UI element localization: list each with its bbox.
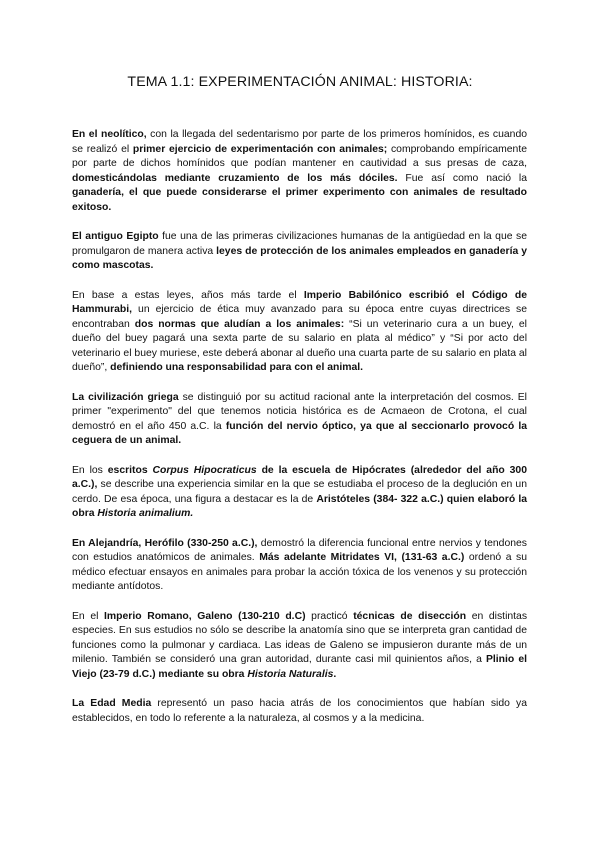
paragraph-neolitico xyxy=(72,128,527,215)
text-run: La Edad Media xyxy=(72,698,152,709)
paragraph-grecia xyxy=(72,391,527,449)
text-run: en distintas especies. En sus estudios no sólo se describe la anatomía sino que se interpreta gran cantidad de funciones como la pulmonar y cardiaca. Las ideas de Galeno se impusieron durante más de un milenio. También se consideró una gran autoridad, durante casi mil quinientos años, a xyxy=(72,610,528,665)
text-run: En base a estas leyes, años más tarde el xyxy=(72,289,304,301)
text-run: “Si un veterinario cura a un buey, el dueño del buey pagará una sexta parte de su salario en plata al médico” y “Si por acto del veterinario el buey muriese, este deberá abonar al dueño una cuarta parte de su salario en plata al dueño”, xyxy=(72,318,527,373)
text-run: ordenó a su médico efectuar ensayos en animales para probar la acción tóxica de los venenos y su protección mediante antídotos. xyxy=(72,552,527,592)
text-run: Historia Naturalis xyxy=(247,668,334,680)
text-run: practicó xyxy=(305,610,354,622)
text-run: La civilización griega xyxy=(72,391,179,403)
text-run: demostró la diferencia funcional entre nervios y tendones con estudios anatómicos de animales. xyxy=(72,537,527,563)
paragraph-hipocrates xyxy=(72,464,527,522)
text-run: Imperio Babilónico escribió el Código de Hammurabi, xyxy=(72,289,527,315)
text-run: escritos xyxy=(107,464,153,476)
text-run: de la escuela de Hipócrates (alrededor del año 300 a.C.), xyxy=(72,464,527,490)
text-run: Corpus Hipocraticus xyxy=(152,464,257,476)
text-run: primer ejercicio de experimentación con animales; xyxy=(132,143,388,155)
text-run: En Alejandría, Herófilo (330-250 a.C.), xyxy=(72,537,258,549)
text-run: con la llegada del sedentarismo por parte de los primeros homínidos, es cuando se realizó el xyxy=(72,129,528,155)
text-run: función del nervio óptico, ya que al seccionarlo provocó la ceguera de un animal. xyxy=(72,420,527,446)
page-title: TEMA 1.1: EXPERIMENTACIÓN ANIMAL: HISTORIA: xyxy=(127,74,473,90)
paragraph-babilonia xyxy=(72,289,527,376)
paragraph-alejandria xyxy=(72,537,527,595)
text-run: En los xyxy=(72,464,108,476)
text-run: técnicas de disección xyxy=(353,610,467,622)
text-run: Más adelante Mitridates VI, (131-63 a.C.) xyxy=(259,552,465,563)
text-run: Plinio el Viejo (23-79 d.C.) mediante su obra xyxy=(72,654,527,680)
paragraph-egipto xyxy=(72,230,527,274)
text-run: dos normas que aludían a los animales: xyxy=(134,318,345,330)
text-run: En el xyxy=(72,610,105,622)
text-run: se describe una experiencia similar en la que se estudiaba el proceso de la deglución en un cerdo. De esa época, una figura a destacar es la de xyxy=(72,479,527,505)
text-run: leyes de protección de los animales empleados en ganadería y como mascotas. xyxy=(72,245,527,271)
text-run: Imperio Romano, Galeno (130-210 d.C) xyxy=(104,610,306,622)
text-run: . xyxy=(333,668,337,680)
text-run: ganadería, el que puede considerarse el primer experimento con animales de resultado exitoso. xyxy=(72,187,527,213)
text-run: se distinguió por su actitud racional ante la interpretación del cosmos. El primer "experimento" del que tenemos noticia histórica es de Acmaeon de Crotona, el cual demostró en el año 450 a.C. la xyxy=(72,391,527,432)
document-body xyxy=(72,128,527,741)
paragraph-edad-media xyxy=(72,697,527,726)
text-run: Historia animalium. xyxy=(97,508,194,519)
text-run: El antiguo Egipto xyxy=(72,231,159,242)
text-run: fue una de las primeras civilizaciones humanas de la antigüedad en la que se promulgaron de manera activa xyxy=(72,231,527,257)
text-run: domesticándolas mediante cruzamiento de los más dóciles. xyxy=(72,172,398,184)
text-run: un ejercicio de ética muy avanzado para su época entre cuyas directrices se encontraban xyxy=(72,304,527,330)
text-run: definiendo una responsabilidad para con el animal. xyxy=(110,362,364,373)
paragraph-roma xyxy=(72,610,527,683)
text-run: representó un paso hacia atrás de los conocimientos que habían sido ya establecidos, en todo lo referente a la naturaleza, al cosmos y a la medicina. xyxy=(72,698,527,724)
text-run: Fue así como nació la xyxy=(397,172,527,184)
text-run: comprobando empíricamente por parte de dichos homínidos que podían mantener en cautividad a sus presas de caza, xyxy=(72,143,527,169)
text-run: Aristóteles (384- 322 a.C.) quien elaboró la obra xyxy=(72,493,527,519)
text-run: En el neolítico, xyxy=(72,129,147,140)
